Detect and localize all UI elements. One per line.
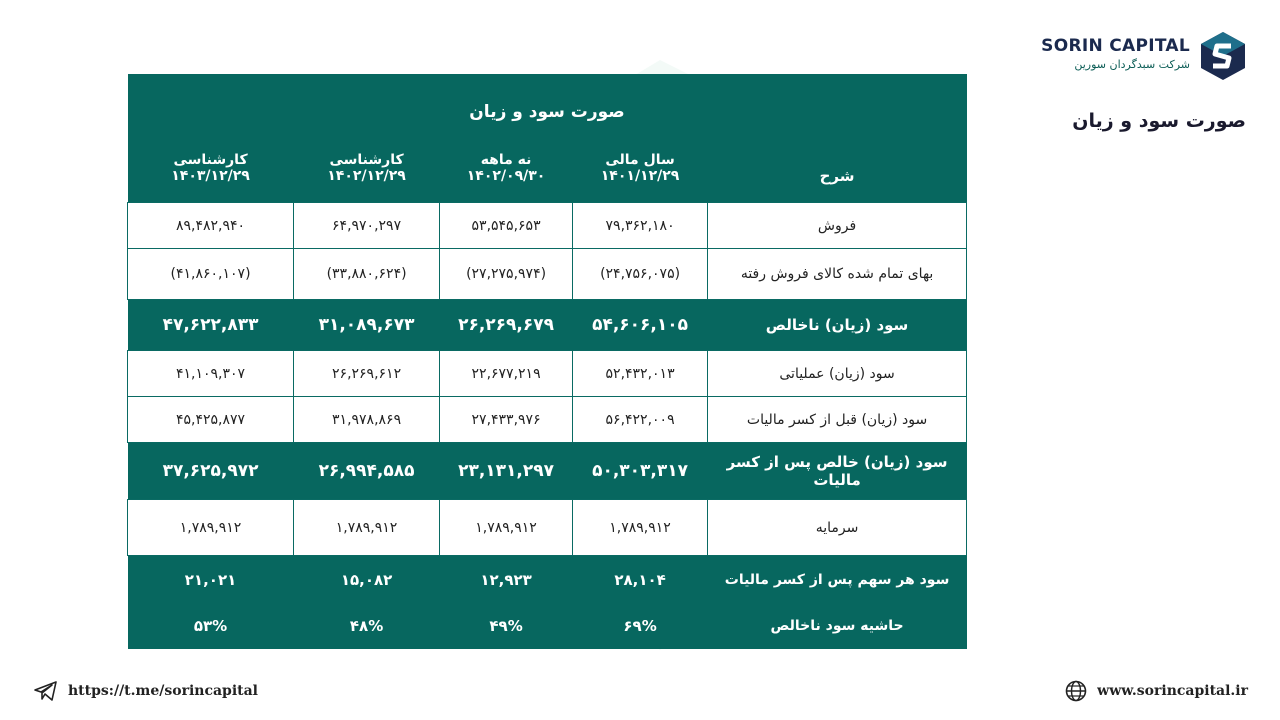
cell-value: ۲۷,۴۳۳,۹۷۶	[440, 397, 573, 443]
cell-value-negative: (۳۳,۸۸۰,۶۲۴)	[294, 249, 440, 300]
cell-value: ۲۶,۹۹۴,۵۸۵	[294, 443, 440, 500]
cell-value: ۵۶,۴۲۲,۰۰۹	[573, 397, 708, 443]
cell-value: ۳۷,۶۲۵,۹۷۲	[128, 443, 294, 500]
header-col1-line2: ۱۴۰۱/۱۲/۲۹	[600, 168, 680, 184]
website-link[interactable]	[1065, 680, 1248, 702]
cell-value: ۱,۷۸۹,۹۱۲	[128, 500, 294, 556]
header-col1-line1: سال مالی	[605, 152, 675, 168]
cell-value: ۴۱,۱۰۹,۳۰۷	[128, 351, 294, 397]
table-title: صورت سود و زیان	[128, 74, 967, 150]
cell-value: ۱,۷۸۹,۹۱۲	[440, 500, 573, 556]
cell-value: ۵۳,۵۴۵,۶۵۳	[440, 203, 573, 249]
cell-value: ۴۸%	[294, 604, 440, 649]
row-label: سرمایه	[708, 500, 967, 556]
cell-value: ۶۴,۹۷۰,۲۹۷	[294, 203, 440, 249]
table-row-pretax-profit	[128, 397, 967, 443]
cell-value: ۵۴,۶۰۶,۱۰۵	[573, 300, 708, 351]
telegram-url[interactable]: https://t.me/sorincapital	[68, 683, 259, 699]
cell-value: ۲۳,۱۳۱,۲۹۷	[440, 443, 573, 500]
row-label: سود (زیان) قبل از کسر مالیات	[708, 397, 967, 443]
table-row-capital	[128, 500, 967, 556]
brand-name: SORIN CAPITAL	[1041, 36, 1190, 56]
cell-value: ۲۶,۲۶۹,۶۱۲	[294, 351, 440, 397]
cell-value: ۲۶,۲۶۹,۶۷۹	[440, 300, 573, 351]
telegram-link[interactable]	[34, 680, 258, 702]
cell-value: ۱۵,۰۸۲	[294, 556, 440, 604]
header-col4-line1: کارشناسی	[173, 152, 248, 168]
table-row-cogs	[128, 249, 967, 300]
cell-value: ۱۲,۹۲۳	[440, 556, 573, 604]
header-col4	[128, 150, 294, 203]
globe-icon	[1065, 680, 1087, 702]
cell-value-negative: (۴۱,۸۶۰,۱۰۷)	[128, 249, 294, 300]
cell-value: ۶۹%	[573, 604, 708, 649]
cell-value: ۱,۷۸۹,۹۱۲	[294, 500, 440, 556]
cell-value: ۴۵,۴۲۵,۸۷۷	[128, 397, 294, 443]
table-row-gross-margin	[128, 604, 967, 649]
row-label: سود (زیان) عملیاتی	[708, 351, 967, 397]
cell-value: ۵۳%	[128, 604, 294, 649]
slide-title: صورت سود و زیان	[1072, 110, 1246, 132]
brand-subtitle: شرکت سبدگردان سورین	[1074, 58, 1190, 71]
table-row-eps	[128, 556, 967, 604]
income-statement-table	[127, 74, 966, 649]
row-label: سود هر سهم پس از کسر مالیات	[708, 556, 967, 604]
header-col2-line2: ۱۴۰۲/۰۹/۳۰	[466, 168, 546, 184]
sorin-logo-icon	[1198, 30, 1248, 82]
cell-value: ۲۲,۶۷۷,۲۱۹	[440, 351, 573, 397]
row-label: بهای تمام شده کالای فروش رفته	[708, 249, 967, 300]
cell-value: ۳۱,۹۷۸,۸۶۹	[294, 397, 440, 443]
cell-value: ۱,۷۸۹,۹۱۲	[573, 500, 708, 556]
cell-value: ۵۲,۴۳۲,۰۱۳	[573, 351, 708, 397]
cell-value: ۸۹,۴۸۲,۹۴۰	[128, 203, 294, 249]
header-desc: شرح	[708, 150, 967, 203]
website-url[interactable]: www.sorincapital.ir	[1097, 683, 1248, 699]
row-label: حاشیه سود ناخالص	[708, 604, 967, 649]
row-label: سود (زیان) خالص پس از کسر مالیات	[708, 443, 967, 500]
table-row-net-profit	[128, 443, 967, 500]
row-label: سود (زیان) ناخالص	[708, 300, 967, 351]
cell-value: ۴۹%	[440, 604, 573, 649]
cell-value-negative: (۲۴,۷۵۶,۰۷۵)	[573, 249, 708, 300]
row-label: فروش	[708, 203, 967, 249]
header-col3-line2: ۱۴۰۲/۱۲/۲۹	[327, 168, 406, 184]
telegram-icon	[34, 681, 58, 701]
header-col3	[294, 150, 440, 203]
cell-value: ۲۸,۱۰۴	[573, 556, 708, 604]
header-col3-line1: کارشناسی	[329, 152, 404, 168]
header-col4-line2: ۱۴۰۳/۱۲/۲۹	[171, 168, 250, 184]
cell-value: ۳۱,۰۸۹,۶۷۳	[294, 300, 440, 351]
cell-value: ۲۱,۰۲۱	[128, 556, 294, 604]
cell-value: ۵۰,۳۰۳,۳۱۷	[573, 443, 708, 500]
header-col2	[440, 150, 573, 203]
cell-value-negative: (۲۷,۲۷۵,۹۷۴)	[440, 249, 573, 300]
header-col2-line1: نه ماهه	[480, 152, 532, 168]
cell-value: ۴۷,۶۲۲,۸۳۳	[128, 300, 294, 351]
table-row-gross-profit	[128, 300, 967, 351]
company-logo	[1041, 30, 1248, 86]
table-row-operating-profit	[128, 351, 967, 397]
cell-value: ۷۹,۳۶۲,۱۸۰	[573, 203, 708, 249]
table-row-sales	[128, 203, 967, 249]
header-col1	[573, 150, 708, 203]
